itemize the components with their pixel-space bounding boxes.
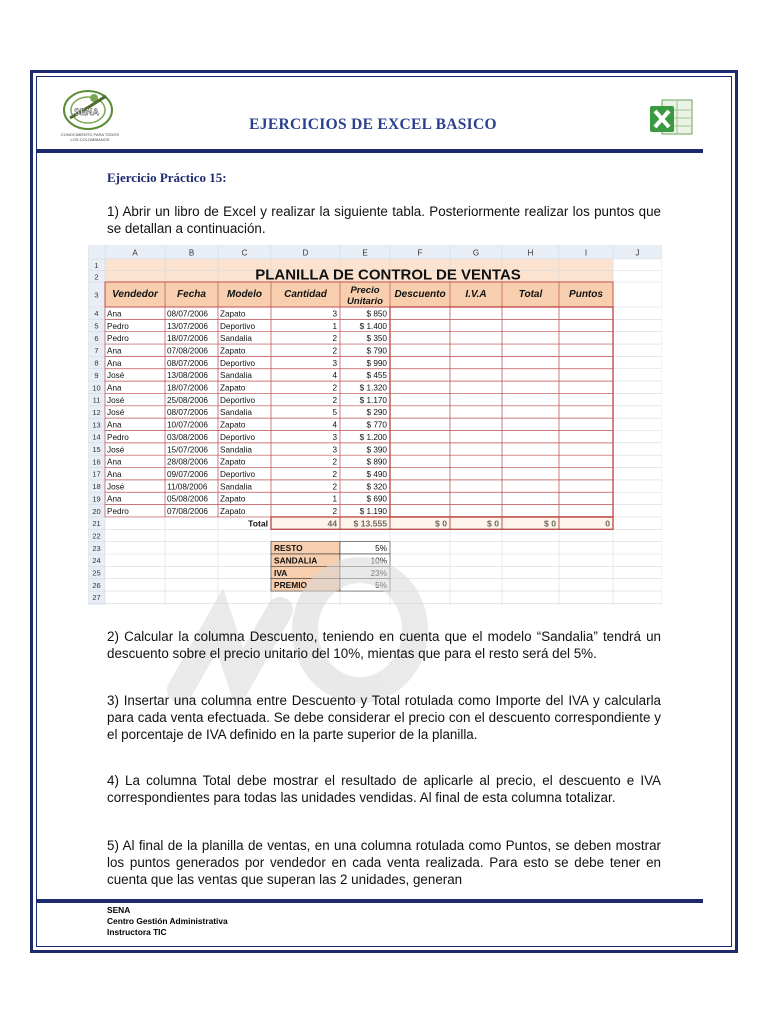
row-number: 20: [92, 506, 101, 516]
table-cell: 10/07/2006: [167, 420, 208, 430]
column-letter: A: [132, 248, 138, 258]
table-cell: $ 455: [366, 371, 387, 381]
row-number: 25: [92, 568, 101, 578]
row-number: 13: [92, 420, 101, 430]
table-cell: Zapato: [220, 457, 246, 467]
param-label: IVA: [274, 567, 288, 578]
table-cell: Sandalia: [220, 482, 252, 492]
table-cell: $ 1.190: [359, 507, 387, 516]
column-letter: G: [472, 248, 480, 258]
instruction-paragraph-4: 4) La columna Total debe mostrar el resultado de aplicarle al precio, el descuento e IVA correspondientes para todas las unidades vendidas. Al final de esta columna totalizar.: [107, 773, 661, 805]
table-cell: Sandalia: [220, 334, 252, 344]
table-cell: 15/07/2006: [167, 445, 208, 455]
column-letter: H: [527, 248, 534, 258]
table-cell: 03/08/2006: [167, 432, 208, 442]
instruction-paragraph-2: 2) Calcular la columna Descuento, teniendo en cuenta que el modelo “Sandalia” tendrá un descuento sobre el precio unitario del 10%, mientas que para el resto será del 5%.: [107, 629, 661, 661]
table-cell: José: [107, 408, 125, 418]
page-title: EJERCICIOS DE EXCEL BASICO: [249, 116, 497, 133]
table-cell: Deportivo: [220, 395, 256, 405]
excel-icon: [648, 96, 696, 138]
row-number: 5: [94, 321, 99, 331]
logo-tagline: CONOCIMIENTO PARA TODOS LOS COLOMBIANOS: [60, 132, 120, 142]
table-cell: 2: [332, 346, 337, 356]
instruction-paragraph-3: 3) Insertar una columna entre Descuento y Total rotulada como Importe del IVA y calcularla para cada venta efectuada. Se debe considerar el precio con el descuento correspondiente y el porcentaje de IVA definido en la parte superior de la planilla.: [107, 693, 661, 742]
row-number: 10: [92, 383, 101, 393]
row-number: 16: [92, 457, 101, 467]
table-cell: $ 1.200: [359, 432, 387, 442]
column-letter: J: [635, 248, 640, 258]
table-cell: 2: [332, 457, 337, 467]
table-cell: Sandalia: [220, 371, 252, 381]
table-cell: 07/08/2006: [167, 507, 208, 516]
table-cell: Sandalia: [220, 445, 252, 455]
footer: [107, 905, 228, 938]
header-cell: Unitario: [347, 296, 383, 307]
table-cell: 18/07/2006: [167, 383, 208, 393]
table-cell: $ 890: [366, 457, 387, 467]
header-cell: Vendedor: [112, 289, 158, 300]
param-value: 5%: [375, 544, 387, 554]
row-number: 8: [94, 358, 99, 368]
table-cell: 07/08/2006: [167, 346, 208, 356]
table-cell: 5: [332, 408, 337, 418]
table-cell: 18/07/2006: [167, 334, 208, 344]
row-number: 9: [94, 370, 99, 380]
table-cell: Zapato: [220, 494, 246, 504]
table-cell: Zapato: [220, 420, 246, 430]
table-cell: 1: [332, 321, 337, 331]
header-cell: Descuento: [394, 289, 446, 300]
table-cell: Deportivo: [220, 469, 256, 479]
spreadsheet-image: [88, 245, 662, 605]
table-cell: $ 770: [366, 420, 387, 430]
table-cell: Pedro: [107, 334, 129, 344]
table-cell: 13/07/2006: [167, 321, 208, 331]
table-cell: Pedro: [107, 507, 129, 516]
header-cell: I.V.A: [465, 289, 487, 300]
column-letter: B: [188, 248, 195, 258]
row-number: 17: [92, 469, 101, 479]
table-cell: 2: [332, 334, 337, 344]
spreadsheet-grid: [88, 245, 662, 605]
row-number: 26: [92, 580, 101, 590]
exercise-title: Ejercicio Práctico 15:: [107, 170, 227, 185]
footer-line-2: Centro Gestión Administrativa: [107, 916, 228, 926]
total-cell: 44: [327, 518, 337, 529]
instruction-paragraph-5: 5) Al final de la planilla de ventas, en una columna rotulada como Puntos, se deben mostrar los puntos generados por vendedor en cada venta realizada. Para esto se debe tener en cuenta que las ventas que superan las 2 unidades, generan: [107, 838, 661, 887]
table-cell: Ana: [107, 457, 122, 467]
total-label: Total: [248, 518, 268, 529]
table-cell: José: [107, 395, 125, 405]
table-cell: 08/07/2006: [167, 408, 208, 418]
table-cell: 4: [332, 420, 337, 430]
table-cell: 3: [332, 432, 337, 442]
table-cell: $ 350: [366, 334, 387, 344]
footer-line-3: Instructora TIC: [107, 927, 167, 937]
table-cell: 4: [332, 371, 337, 381]
row-number: 11: [92, 395, 101, 405]
table-cell: $ 390: [366, 445, 387, 455]
table-cell: José: [107, 445, 125, 455]
column-letter: F: [417, 248, 423, 258]
table-cell: $ 790: [366, 346, 387, 356]
param-label: SANDALIA: [274, 555, 318, 566]
table-cell: Pedro: [107, 432, 129, 442]
table-cell: $ 850: [366, 309, 387, 319]
row-number: 6: [94, 333, 99, 343]
table-cell: José: [107, 482, 125, 492]
footer-line-1: SENA: [107, 905, 131, 915]
row-number: 1: [94, 260, 99, 270]
table-cell: Zapato: [220, 383, 246, 393]
row-number: 23: [92, 543, 101, 553]
table-cell: Ana: [107, 420, 122, 430]
table-cell: Zapato: [220, 309, 246, 319]
column-letter: C: [241, 248, 248, 258]
table-cell: $ 490: [366, 469, 387, 479]
row-number: 22: [92, 531, 101, 541]
table-cell: 2: [332, 507, 337, 516]
header-cell: Precio: [350, 285, 380, 296]
table-cell: Ana: [107, 494, 122, 504]
param-label: RESTO: [274, 543, 303, 554]
row-number: 19: [92, 494, 101, 504]
table-cell: 1: [332, 494, 337, 504]
header-cell: Total: [518, 289, 543, 300]
table-cell: 2: [332, 482, 337, 492]
table-cell: 08/07/2006: [167, 358, 208, 368]
svg-text:SENA: SENA: [74, 107, 100, 117]
table-cell: Pedro: [107, 321, 129, 331]
param-label: PREMIO: [274, 580, 308, 591]
param-value: 23%: [370, 568, 387, 578]
param-value: 10%: [370, 556, 387, 566]
row-number: 2: [94, 272, 99, 282]
table-cell: 2: [332, 383, 337, 393]
row-number: 14: [92, 432, 101, 442]
row-number: 3: [94, 290, 99, 300]
table-cell: $ 290: [366, 408, 387, 418]
table-cell: $ 690: [366, 494, 387, 504]
table-cell: 3: [332, 309, 337, 319]
row-number: 24: [92, 556, 101, 566]
table-cell: $ 320: [366, 482, 387, 492]
header-rule: [36, 149, 703, 153]
table-cell: 08/07/2006: [167, 309, 208, 319]
header-cell: Fecha: [177, 289, 206, 300]
table-cell: Ana: [107, 346, 122, 356]
table-cell: 28/08/2006: [167, 457, 208, 467]
table-cell: 25/08/2006: [167, 395, 208, 405]
table-cell: $ 1.320: [359, 383, 387, 393]
table-cell: $ 1.400: [359, 321, 387, 331]
table-cell: Sandalia: [220, 408, 252, 418]
row-number: 7: [94, 346, 99, 356]
table-cell: $ 1.170: [359, 395, 387, 405]
row-number: 15: [92, 445, 101, 455]
table-cell: 2: [332, 469, 337, 479]
table-cell: 11/08/2006: [167, 482, 208, 492]
table-cell: Zapato: [220, 507, 246, 516]
table-cell: Ana: [107, 469, 122, 479]
table-cell: 13/08/2006: [167, 371, 208, 381]
total-cell: $ 13.555: [353, 518, 387, 529]
column-letter: E: [362, 248, 368, 258]
sheet-title: PLANILLA DE CONTROL DE VENTAS: [255, 266, 521, 284]
table-cell: Ana: [107, 358, 122, 368]
table-cell: Deportivo: [220, 321, 256, 331]
table-cell: 2: [332, 395, 337, 405]
table-cell: Ana: [107, 309, 122, 319]
table-cell: 09/07/2006: [167, 469, 208, 479]
table-cell: $ 990: [366, 358, 387, 368]
row-number: 27: [92, 593, 101, 603]
header-cell: Modelo: [227, 289, 262, 300]
table-cell: 05/08/2006: [167, 494, 208, 504]
total-cell: $ 0: [487, 518, 499, 529]
header-cell: Cantidad: [284, 289, 327, 300]
table-cell: Ana: [107, 383, 122, 393]
row-number: 21: [92, 519, 101, 529]
total-cell: $ 0: [544, 518, 556, 529]
table-cell: Zapato: [220, 346, 246, 356]
row-number: 4: [94, 309, 99, 319]
header-cell: Puntos: [569, 289, 603, 300]
param-value: 5%: [375, 581, 387, 591]
table-cell: Deportivo: [220, 358, 256, 368]
column-letter: D: [302, 248, 309, 258]
instruction-paragraph-1: 1) Abrir un libro de Excel y realizar la siguiente tabla. Posteriormente realizar los puntos que se detallan a continuación.: [107, 204, 661, 236]
table-cell: Deportivo: [220, 432, 256, 442]
row-number: 12: [92, 407, 101, 417]
table-cell: José: [107, 371, 125, 381]
column-letter: I: [584, 248, 588, 258]
table-cell: 3: [332, 358, 337, 368]
total-cell: 0: [605, 518, 610, 529]
table-cell: 3: [332, 445, 337, 455]
column-header-bar: [88, 245, 662, 259]
totals-border: [271, 517, 613, 529]
row-number: 18: [92, 482, 101, 492]
total-cell: $ 0: [435, 518, 447, 529]
footer-rule: [36, 899, 703, 903]
